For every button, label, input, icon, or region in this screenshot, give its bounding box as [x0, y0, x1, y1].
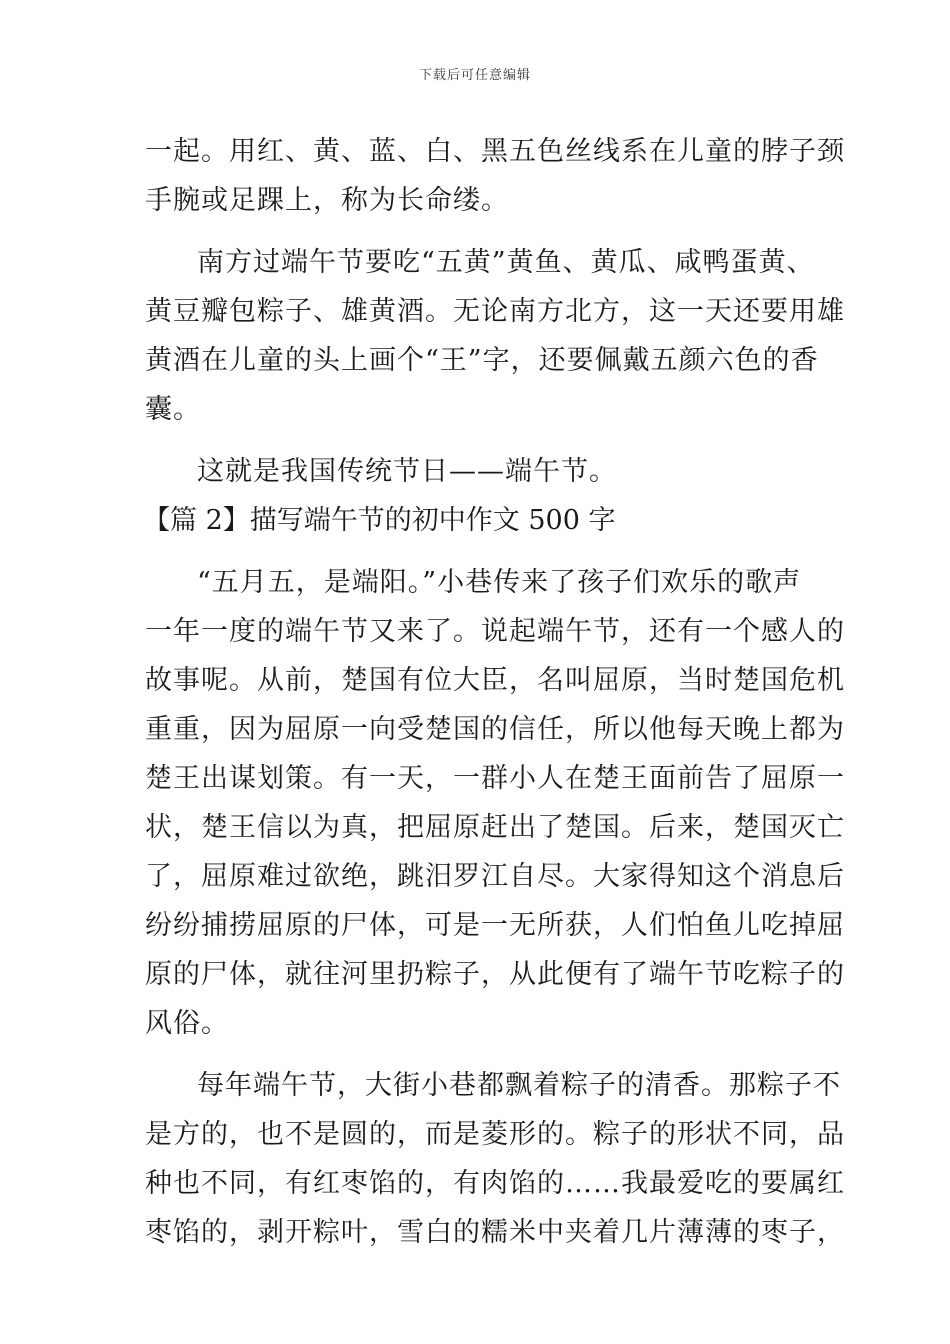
text-line: 了，屈原难过欲绝，跳汨罗江自尽。大家得知这个消息后 [145, 861, 845, 892]
text-line: 囊。 [145, 394, 201, 425]
page-header: 下载后可任意编辑 [418, 68, 531, 83]
text-line: 黄酒在儿童的头上画个“王”字，还要佩戴五颜六色的香 [145, 345, 819, 376]
text-line: 重重，因为屈原一向受楚国的信任，所以他每天晚上都为 [145, 714, 845, 745]
text-line: 枣馅的，剥开粽叶，雪白的糯米中夹着几片薄薄的枣子， [145, 1217, 845, 1248]
text-line: 一年一度的端午节又来了。说起端午节，还有一个感人的 [145, 616, 845, 647]
text-line: 状，楚王信以为真，把屈原赶出了楚国。后来，楚国灭亡 [145, 812, 845, 843]
text-line: 风俗。 [145, 1008, 229, 1039]
article-body [143, 127, 845, 1257]
text-line: 手腕或足踝上，称为长命缕。 [145, 185, 509, 216]
text-line: 是方的，也不是圆的，而是菱形的。粽子的形状不同，品 [145, 1119, 845, 1150]
section-heading: 【篇 2】描写端午节的初中作文 500 字 [143, 505, 616, 536]
text-line: 一起。用红、黄、蓝、白、黑五色丝线系在儿童的脖子颈 [145, 136, 845, 167]
text-line: 故事呢。从前，楚国有位大臣，名叫屈原，当时楚国危机 [145, 665, 845, 696]
paragraph-start-line: 这就是我国传统节日——端午节。 [197, 456, 617, 487]
paragraph-start-line: “五月五，是端阳。”小巷传来了孩子们欢乐的歌声 [197, 567, 802, 598]
text-line: 楚王出谋划策。有一天，一群小人在楚王面前告了屈原一 [145, 763, 845, 794]
text-line: 种也不同，有红枣馅的，有肉馅的……我最爱吃的要属红 [145, 1168, 845, 1199]
text-line: 原的尸体，就往河里扔粽子，从此便有了端午节吃粽子的 [145, 959, 845, 990]
paragraph-start-line: 每年端午节，大街小巷都飘着粽子的清香。那粽子不 [197, 1070, 841, 1101]
text-line: 黄豆瓣包粽子、雄黄酒。无论南方北方，这一天还要用雄 [145, 296, 845, 327]
paragraph-start-line: 南方过端午节要吃“五黄”黄鱼、黄瓜、咸鸭蛋黄、 [197, 247, 815, 278]
text-line: 纷纷捕捞屈原的尸体，可是一无所获，人们怕鱼儿吃掉屈 [145, 910, 845, 941]
